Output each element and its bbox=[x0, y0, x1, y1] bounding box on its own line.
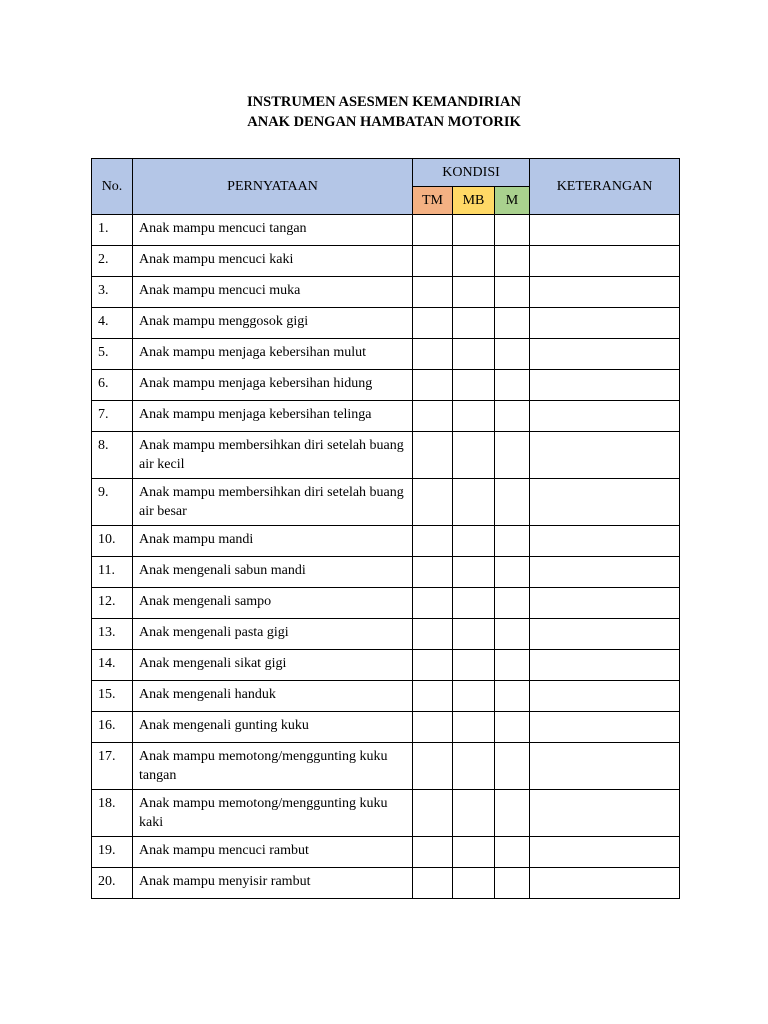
table-row bbox=[92, 712, 680, 743]
mb-cell[interactable] bbox=[453, 215, 495, 246]
mb-cell[interactable] bbox=[453, 432, 495, 479]
table-row bbox=[92, 277, 680, 308]
mb-cell[interactable] bbox=[453, 401, 495, 432]
row-statement: Anak mampu memotong/menggunting kuku tangan bbox=[133, 743, 413, 790]
mb-cell[interactable] bbox=[453, 619, 495, 650]
table-row bbox=[92, 339, 680, 370]
row-number: 6. bbox=[92, 370, 133, 401]
tm-cell[interactable] bbox=[413, 681, 453, 712]
keterangan-cell[interactable] bbox=[530, 557, 680, 588]
mb-cell[interactable] bbox=[453, 588, 495, 619]
header-keterangan: KETERANGAN bbox=[530, 159, 680, 215]
row-statement: Anak mengenali sikat gigi bbox=[133, 650, 413, 681]
table-row bbox=[92, 837, 680, 868]
table-row bbox=[92, 619, 680, 650]
table-row bbox=[92, 215, 680, 246]
row-number: 15. bbox=[92, 681, 133, 712]
row-statement: Anak mampu mencuci tangan bbox=[133, 215, 413, 246]
assessment-table bbox=[91, 158, 680, 899]
row-statement: Anak mampu menggosok gigi bbox=[133, 308, 413, 339]
row-statement: Anak mampu mencuci kaki bbox=[133, 246, 413, 277]
mb-cell[interactable] bbox=[453, 868, 495, 899]
row-number: 7. bbox=[92, 401, 133, 432]
table-row bbox=[92, 650, 680, 681]
tm-cell[interactable] bbox=[413, 650, 453, 681]
m-cell[interactable] bbox=[495, 681, 530, 712]
row-number: 3. bbox=[92, 277, 133, 308]
row-statement: Anak mampu mencuci rambut bbox=[133, 837, 413, 868]
tm-cell[interactable] bbox=[413, 370, 453, 401]
m-cell[interactable] bbox=[495, 588, 530, 619]
tm-cell[interactable] bbox=[413, 588, 453, 619]
m-cell[interactable] bbox=[495, 308, 530, 339]
tm-cell[interactable] bbox=[413, 743, 453, 790]
row-statement: Anak mampu menjaga kebersihan telinga bbox=[133, 401, 413, 432]
keterangan-cell[interactable] bbox=[530, 868, 680, 899]
keterangan-cell[interactable] bbox=[530, 432, 680, 479]
mb-cell[interactable] bbox=[453, 743, 495, 790]
document-title bbox=[0, 92, 768, 132]
m-cell[interactable] bbox=[495, 743, 530, 790]
tm-cell[interactable] bbox=[413, 837, 453, 868]
tm-cell[interactable] bbox=[413, 277, 453, 308]
row-number: 9. bbox=[92, 479, 133, 526]
tm-cell[interactable] bbox=[413, 868, 453, 899]
table-row bbox=[92, 370, 680, 401]
keterangan-cell[interactable] bbox=[530, 479, 680, 526]
table-row bbox=[92, 790, 680, 837]
mb-cell[interactable] bbox=[453, 650, 495, 681]
keterangan-cell[interactable] bbox=[530, 246, 680, 277]
keterangan-cell[interactable] bbox=[530, 215, 680, 246]
tm-cell[interactable] bbox=[413, 339, 453, 370]
row-statement: Anak mampu mandi bbox=[133, 526, 413, 557]
table-row bbox=[92, 401, 680, 432]
table-body bbox=[92, 215, 680, 899]
m-cell[interactable] bbox=[495, 712, 530, 743]
table-row bbox=[92, 246, 680, 277]
row-number: 11. bbox=[92, 557, 133, 588]
tm-cell[interactable] bbox=[413, 557, 453, 588]
keterangan-cell[interactable] bbox=[530, 588, 680, 619]
mb-cell[interactable] bbox=[453, 370, 495, 401]
mb-cell[interactable] bbox=[453, 557, 495, 588]
mb-cell[interactable] bbox=[453, 681, 495, 712]
m-cell[interactable] bbox=[495, 246, 530, 277]
row-number: 17. bbox=[92, 743, 133, 790]
row-number: 5. bbox=[92, 339, 133, 370]
table-row bbox=[92, 308, 680, 339]
m-cell[interactable] bbox=[495, 790, 530, 837]
row-statement: Anak mampu menjaga kebersihan mulut bbox=[133, 339, 413, 370]
table-row bbox=[92, 588, 680, 619]
m-cell[interactable] bbox=[495, 277, 530, 308]
tm-cell[interactable] bbox=[413, 215, 453, 246]
table-row bbox=[92, 868, 680, 899]
row-number: 12. bbox=[92, 588, 133, 619]
keterangan-cell[interactable] bbox=[530, 712, 680, 743]
table-row bbox=[92, 557, 680, 588]
keterangan-cell[interactable] bbox=[530, 650, 680, 681]
title-line-1: INSTRUMEN ASESMEN KEMANDIRIAN bbox=[247, 94, 521, 110]
mb-cell[interactable] bbox=[453, 526, 495, 557]
row-number: 14. bbox=[92, 650, 133, 681]
tm-cell[interactable] bbox=[413, 526, 453, 557]
row-number: 16. bbox=[92, 712, 133, 743]
tm-cell[interactable] bbox=[413, 790, 453, 837]
keterangan-cell[interactable] bbox=[530, 370, 680, 401]
keterangan-cell[interactable] bbox=[530, 339, 680, 370]
header-no: No. bbox=[92, 159, 133, 215]
table-row bbox=[92, 681, 680, 712]
row-statement: Anak mampu menyisir rambut bbox=[133, 868, 413, 899]
tm-cell[interactable] bbox=[413, 619, 453, 650]
mb-cell[interactable] bbox=[453, 712, 495, 743]
tm-cell[interactable] bbox=[413, 401, 453, 432]
row-statement: Anak mengenali gunting kuku bbox=[133, 712, 413, 743]
row-statement: Anak mampu mencuci muka bbox=[133, 277, 413, 308]
header-kondisi: KONDISI bbox=[413, 159, 530, 187]
row-statement: Anak mengenali pasta gigi bbox=[133, 619, 413, 650]
keterangan-cell[interactable] bbox=[530, 837, 680, 868]
m-cell[interactable] bbox=[495, 215, 530, 246]
row-statement: Anak mengenali sampo bbox=[133, 588, 413, 619]
table-row bbox=[92, 479, 680, 526]
mb-cell[interactable] bbox=[453, 308, 495, 339]
title-line-2: ANAK DENGAN HAMBATAN MOTORIK bbox=[247, 114, 521, 130]
row-statement: Anak mampu menjaga kebersihan hidung bbox=[133, 370, 413, 401]
m-cell[interactable] bbox=[495, 650, 530, 681]
row-number: 1. bbox=[92, 215, 133, 246]
m-cell[interactable] bbox=[495, 557, 530, 588]
keterangan-cell[interactable] bbox=[530, 277, 680, 308]
row-number: 10. bbox=[92, 526, 133, 557]
row-statement: Anak mengenali sabun mandi bbox=[133, 557, 413, 588]
tm-cell[interactable] bbox=[413, 712, 453, 743]
m-cell[interactable] bbox=[495, 619, 530, 650]
m-cell[interactable] bbox=[495, 479, 530, 526]
mb-cell[interactable] bbox=[453, 277, 495, 308]
m-cell[interactable] bbox=[495, 339, 530, 370]
keterangan-cell[interactable] bbox=[530, 308, 680, 339]
row-number: 2. bbox=[92, 246, 133, 277]
m-cell[interactable] bbox=[495, 868, 530, 899]
tm-cell[interactable] bbox=[413, 308, 453, 339]
mb-cell[interactable] bbox=[453, 837, 495, 868]
row-statement: Anak mampu membersihkan diri setelah buang air kecil bbox=[133, 432, 413, 479]
row-number: 13. bbox=[92, 619, 133, 650]
mb-cell[interactable] bbox=[453, 790, 495, 837]
m-cell[interactable] bbox=[495, 401, 530, 432]
header-pernyataan: PERNYATAAN bbox=[133, 159, 413, 215]
tm-cell[interactable] bbox=[413, 432, 453, 479]
keterangan-cell[interactable] bbox=[530, 743, 680, 790]
row-number: 20. bbox=[92, 868, 133, 899]
row-statement: Anak mampu memotong/menggunting kuku kaki bbox=[133, 790, 413, 837]
row-statement: Anak mampu membersihkan diri setelah buang air besar bbox=[133, 479, 413, 526]
tm-cell[interactable] bbox=[413, 479, 453, 526]
row-statement: Anak mengenali handuk bbox=[133, 681, 413, 712]
m-cell[interactable] bbox=[495, 432, 530, 479]
row-number: 4. bbox=[92, 308, 133, 339]
table-row bbox=[92, 432, 680, 479]
table-row bbox=[92, 743, 680, 790]
keterangan-cell[interactable] bbox=[530, 526, 680, 557]
m-cell[interactable] bbox=[495, 526, 530, 557]
mb-cell[interactable] bbox=[453, 479, 495, 526]
row-number: 8. bbox=[92, 432, 133, 479]
keterangan-cell[interactable] bbox=[530, 401, 680, 432]
header-tm: TM bbox=[413, 187, 453, 215]
header-m: M bbox=[495, 187, 530, 215]
row-number: 19. bbox=[92, 837, 133, 868]
m-cell[interactable] bbox=[495, 837, 530, 868]
mb-cell[interactable] bbox=[453, 246, 495, 277]
mb-cell[interactable] bbox=[453, 339, 495, 370]
keterangan-cell[interactable] bbox=[530, 790, 680, 837]
table-row bbox=[92, 526, 680, 557]
keterangan-cell[interactable] bbox=[530, 681, 680, 712]
row-number: 18. bbox=[92, 790, 133, 837]
keterangan-cell[interactable] bbox=[530, 619, 680, 650]
header-mb: MB bbox=[453, 187, 495, 215]
m-cell[interactable] bbox=[495, 370, 530, 401]
tm-cell[interactable] bbox=[413, 246, 453, 277]
